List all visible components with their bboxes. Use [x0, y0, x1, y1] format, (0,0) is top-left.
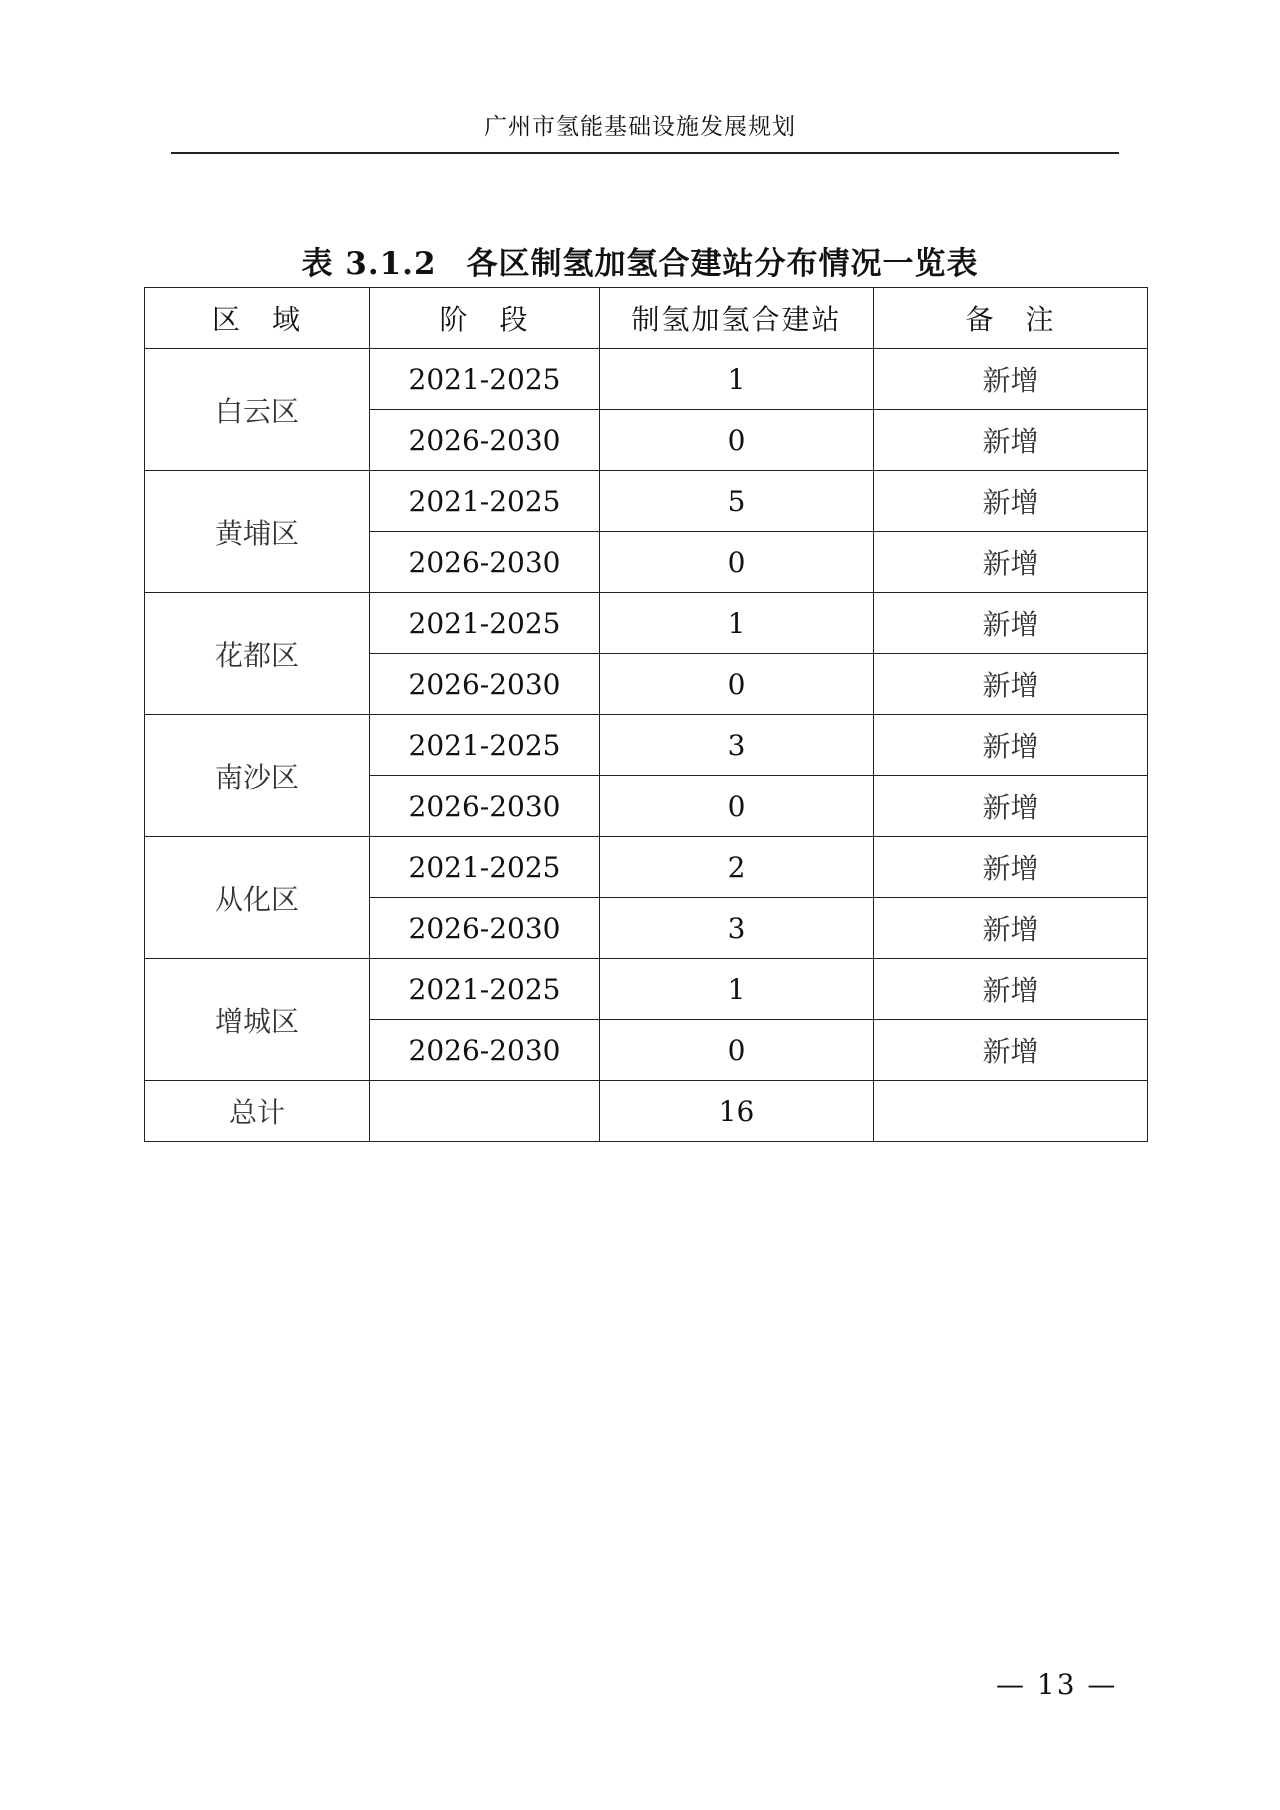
station-count-cell: 2	[600, 837, 874, 898]
station-count-cell: 3	[600, 715, 874, 776]
table-row	[145, 715, 1148, 776]
region-cell: 增城区	[145, 959, 370, 1081]
station-count-cell: 3	[600, 898, 874, 959]
period-cell: 2021-2025	[370, 593, 600, 654]
station-count-cell: 1	[600, 349, 874, 410]
note-cell: 新增	[874, 410, 1148, 471]
note-cell: 新增	[874, 532, 1148, 593]
station-count-cell: 0	[600, 532, 874, 593]
station-count-cell: 1	[600, 959, 874, 1020]
note-cell: 新增	[874, 593, 1148, 654]
caption-title: 各区制氢加氢合建站分布情况一览表	[466, 246, 979, 282]
station-count-cell: 0	[600, 1020, 874, 1081]
period-cell: 2021-2025	[370, 471, 600, 532]
note-cell: 新增	[874, 1020, 1148, 1081]
period-cell: 2026-2030	[370, 532, 600, 593]
page-number: — 13 —	[996, 1668, 1118, 1701]
total-note	[874, 1081, 1148, 1142]
station-distribution-table	[144, 287, 1148, 1142]
period-cell: 2021-2025	[370, 837, 600, 898]
total-count: 16	[600, 1081, 874, 1142]
station-count-cell: 5	[600, 471, 874, 532]
region-cell: 从化区	[145, 837, 370, 959]
table-row	[145, 349, 1148, 410]
station-count-cell: 0	[600, 776, 874, 837]
note-cell: 新增	[874, 898, 1148, 959]
column-header-stage: 阶 段	[370, 288, 600, 349]
note-cell: 新增	[874, 715, 1148, 776]
note-cell: 新增	[874, 959, 1148, 1020]
table-body	[145, 349, 1148, 1081]
note-cell: 新增	[874, 776, 1148, 837]
period-cell: 2026-2030	[370, 776, 600, 837]
total-stage	[370, 1081, 600, 1142]
note-cell: 新增	[874, 349, 1148, 410]
period-cell: 2021-2025	[370, 959, 600, 1020]
period-cell: 2021-2025	[370, 349, 600, 410]
table-row	[145, 959, 1148, 1020]
column-header-station-count: 制氢加氢合建站	[600, 288, 874, 349]
table-row	[145, 593, 1148, 654]
table-header-row	[145, 288, 1148, 349]
header-rule	[171, 152, 1119, 154]
period-cell: 2026-2030	[370, 898, 600, 959]
period-cell: 2026-2030	[370, 654, 600, 715]
station-count-cell: 0	[600, 410, 874, 471]
table-total-row	[145, 1081, 1148, 1142]
table-caption	[0, 238, 1280, 283]
caption-number: 表 3.1.2	[301, 246, 437, 282]
table-row	[145, 837, 1148, 898]
region-cell: 白云区	[145, 349, 370, 471]
note-cell: 新增	[874, 471, 1148, 532]
table-row	[145, 471, 1148, 532]
station-count-cell: 0	[600, 654, 874, 715]
period-cell: 2021-2025	[370, 715, 600, 776]
region-cell: 花都区	[145, 593, 370, 715]
period-cell: 2026-2030	[370, 1020, 600, 1081]
column-header-note: 备 注	[874, 288, 1148, 349]
region-cell: 南沙区	[145, 715, 370, 837]
note-cell: 新增	[874, 654, 1148, 715]
period-cell: 2026-2030	[370, 410, 600, 471]
region-cell: 黄埔区	[145, 471, 370, 593]
station-count-cell: 1	[600, 593, 874, 654]
note-cell: 新增	[874, 837, 1148, 898]
column-header-region: 区 域	[145, 288, 370, 349]
total-label: 总计	[145, 1081, 370, 1142]
running-header: 广州市氢能基础设施发展规划	[484, 114, 796, 140]
